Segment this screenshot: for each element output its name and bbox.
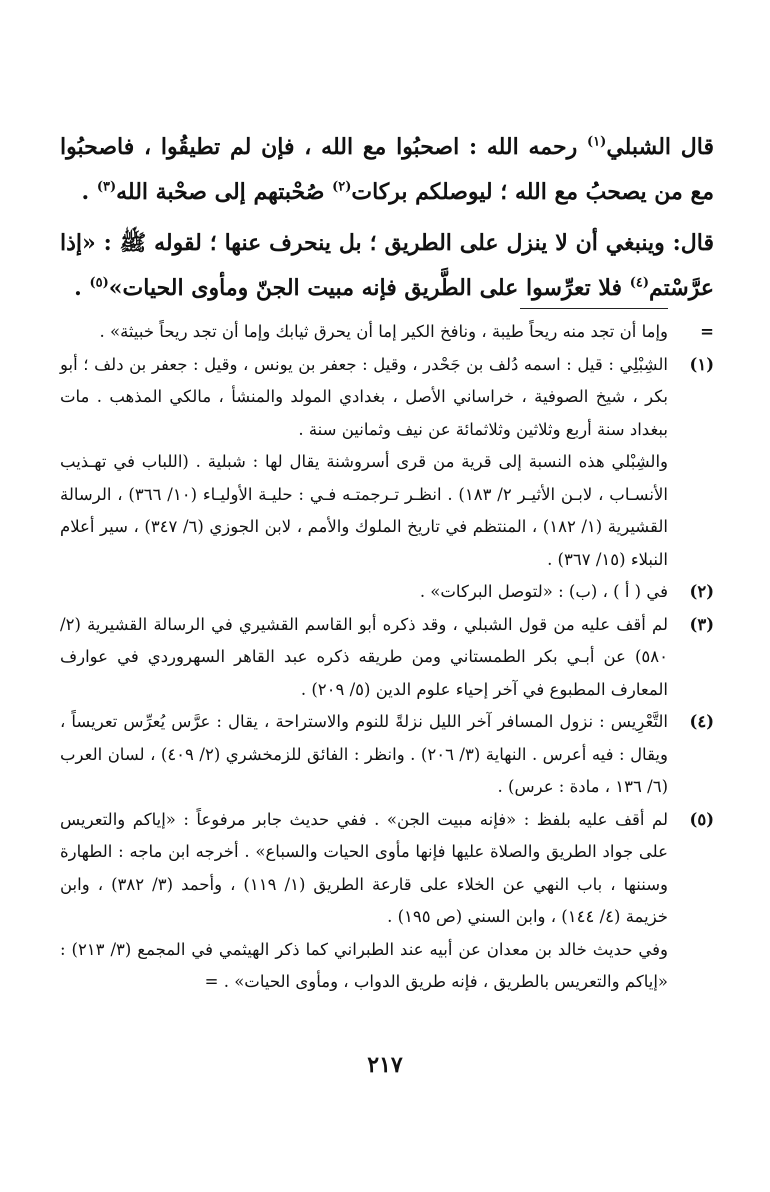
text-span: . (81, 179, 97, 205)
footnote-3 (60, 609, 714, 707)
footnote-number: (١) (689, 354, 714, 374)
footnote-text: التَّعْرِيس : نزول المسافر آخر الليل نزلةً للنوم والاستراحة ، يقال : عرَّس يُعرِّس تعريساً ، ويقال : فيه أعرس . النهاية (٣/ ٢٠٦) . وانظر : الفائق للزمخشري (٢/ ٤٠٩) ، لسان العرب (٦/ ١٣٦ ، مادة : عرس) . (60, 712, 668, 796)
main-paragraph-1 (60, 125, 714, 215)
footnote-text: لم أقف عليه من قول الشبلي ، وقد ذكره أبو القاسم القشيري في الرسالة القشيرية (٢/ ٥٨٠) عن أبـي بكر الطمستاني ومن طريقه ذكره عبد القاهر السهروردي في عوارف المعارف المطبوع في آخر إحياء علوم الدين (٥/ ٢٠٩) . (60, 614, 668, 699)
main-paragraph-2 (60, 221, 714, 311)
footnote-ref-1: (١) (587, 134, 607, 150)
footnote-1 (60, 349, 714, 577)
footnote-ref-5: (٥) (89, 275, 109, 291)
footnote-number: (٢) (689, 582, 714, 601)
footnote-text: وفي حديث خالد بن معدان عن أبيه عند الطبراني كما ذكر الهيثمي في المجمع (٣/ ٢١٣) : «إياكم والتعريس بالطريق ، فإنه طريق الدواب ، ومأوى الحيات» . = (60, 939, 668, 991)
text-span: . (74, 275, 90, 301)
text-span: صُحْبتهم إلى صحْبة الله (116, 179, 333, 205)
footnote-separator (520, 308, 668, 309)
footnote-continued (60, 316, 714, 349)
text-span: فلا تعرِّسوا على الطَّريق فإنه مبيت الجنّ ومأوى الحيات» (108, 275, 630, 301)
footnote-ref-4: (٤) (629, 275, 650, 291)
footnote-number: (٣) (689, 614, 714, 634)
text-span: قال الشبلي (606, 134, 714, 160)
text-span: رحمه الله : اصحبُوا مع الله ، فإن لم تطيقُوا ، فاصحبُوا مع من يصحبُ مع الله ؛ ليوصلكم بركات (60, 134, 714, 205)
footnote-2 (60, 576, 714, 609)
footnote-number: = (700, 322, 714, 341)
paragraph-lead: قال: (672, 230, 714, 256)
main-text (60, 125, 714, 311)
footnote-text: والشِبْلي هذه النسبة إلى قرية من قرى أسروشنة يقال لها : شبلية . (اللباب في تهـذيب الأنسـاب ، لابـن الأثيـر ٢/ ١٨٣) . انظـر تـرجمتـه فـي : حليـة الأوليـاء (١٠/ ٣٦٦) ، الرسالة القشيرية (١/ ١٨٢) ، المنتظم في تاريخ الملوك والأمم ، لابن الجوزي (٦/ ٣٤٧) ، سير أعلام النبلاء (١٥/ ٣٦٧) . (60, 452, 668, 569)
footnote-text: لم أقف عليه بلفظ : «فإنه مبيت الجن» . ففي حديث جابر مرفوعاً : «إياكم والتعريس على جواد الطريق والصلاة عليها فإنها مأوى الحيات والسباع» . أخرجه ابن ماجه : الطهارة وسننها ، باب النهي عن الخلاء على قارعة الطريق (١/ ١١٩) ، وأحمد (٣/ ٣٨٢) ، وابن خزيمة (٤/ ١٤٤) ، وابن السني (ص ١٩٥) . (60, 809, 668, 926)
page-number: ٢١٧ (367, 1052, 403, 1078)
footnote-ref-2: (٢) (332, 179, 352, 195)
footnote-4 (60, 706, 714, 804)
footnote-number: (٤) (689, 712, 714, 731)
footnotes (60, 316, 714, 999)
footnote-text: الشِبْلِي : قيل : اسمه دُلف بن جَحْدر ، وقيل : جعفر بن يونس ، وقيل : جعفر بن دلف ؛ أبو بكر ، شيخ الصوفية ، خراساني الأصل ، بغدادي المولد والمنشأ ، مالكي المذهب . مات ببغداد سنة أربع وثلاثين وثلاثمائة عن نيف وثمانين سنة . (60, 354, 668, 439)
footnote-5 (60, 804, 714, 999)
footnote-text: وإما أن تجد منه ريحاً طيبة ، ونافخ الكير إما أن يحرق ثيابك وإما أن تجد ريحاً خبيثة» . (99, 322, 668, 341)
text-span: وينبغي أن لا ينزل على الطريق ؛ بل ينحرف عنها ؛ لقوله ﷺ : «إذا عرَّسْتم (60, 230, 714, 301)
footnote-text: في ( أ ) ، (ب) : «لتوصل البركات» . (419, 582, 668, 601)
footnote-number: (٥) (689, 809, 714, 829)
footnote-ref-3: (٣) (96, 179, 117, 195)
